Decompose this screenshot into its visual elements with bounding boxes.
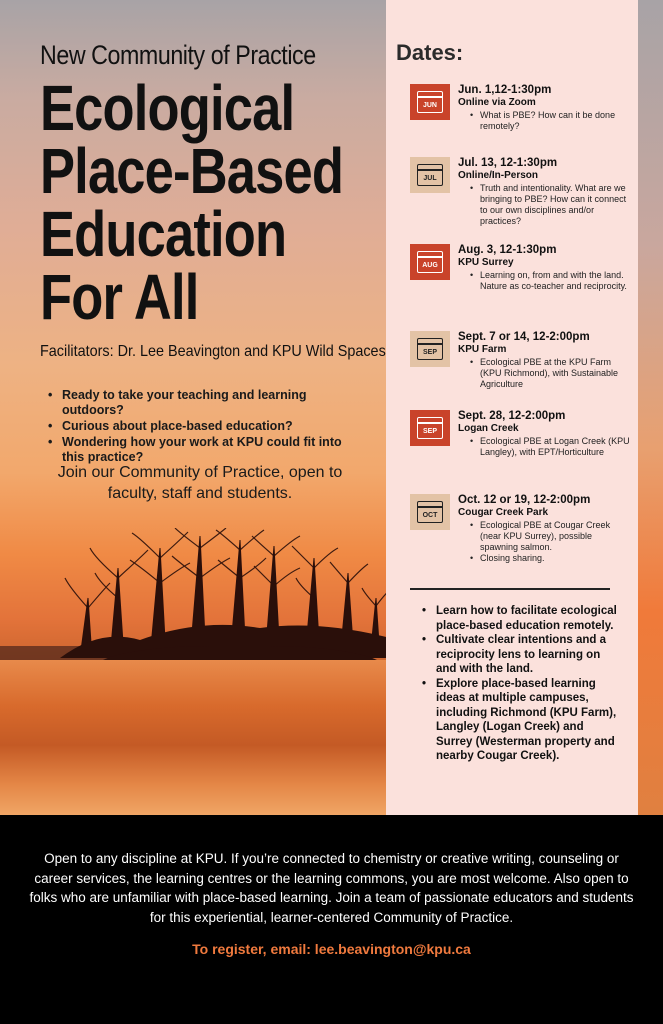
list-item: • Curious about place-based education? [48,419,358,434]
list-item: • Wondering how your work at KPU could fit into this practice? [48,435,358,465]
event-note: • Closing sharing. [470,553,630,564]
event-note: • Learning on, from and with the land. Nature as co-teacher and reciprocity. [470,270,630,292]
title-line: Education [40,198,287,270]
calendar-icon [410,84,450,120]
event-item [410,84,630,132]
event-note: • What is PBE? How can it be done remotely? [470,110,630,132]
list-item: • Cultivate clear intentions and a reciprocity lens to learning on and with the land. [420,633,620,677]
event-item [410,244,630,292]
footer [0,815,663,1024]
event-date: Sept. 28, 12-2:00pm [458,410,566,422]
register-email-link[interactable]: To register, email: lee.beavington@kpu.ca [192,941,471,957]
event-date: Sept. 7 or 14, 12-2:00pm [458,331,590,343]
calendar-month: SEP [422,349,437,356]
calendar-month: OCT [422,512,438,519]
event-note: • Ecological PBE at Cougar Creek (near KPU Surrey), possible spawning salmon. [470,520,630,553]
event-note: • Truth and intentionality. What are we bringing to PBE? How can it connect to our own disciplines and/or practices? [470,183,630,227]
event-location: KPU Farm [458,344,507,355]
event-item [410,157,630,227]
join-text: Join our Community of Practice, open to faculty, staff and students. [57,464,343,502]
kicker-text: New Community of Practice [40,40,316,70]
header [40,40,380,333]
event-location: Online via Zoom [458,97,536,108]
calendar-month: AUG [422,262,438,269]
background-edge [638,0,663,815]
event-item [410,331,630,390]
calendar-icon [410,331,450,367]
title-line: For All [40,261,199,333]
calendar-month: JUL [423,175,437,182]
calendar-icon [410,244,450,280]
event-location: Online/In-Person [458,170,539,181]
event-date: Jun. 1,12-1:30pm [458,84,552,96]
calendar-icon [410,410,450,446]
dates-heading: Dates: [396,40,464,65]
footer-text: Open to any discipline at KPU. If you’re connected to chemistry or creative writing, counseling or career services, the learning centres or the learning commons, you are most welcome. Also open to folks who are unfamiliar with place-based learning. Join a team of passionate educators and students for this experiential, learner-centered Community of Practice. [29,851,634,925]
event-date: Aug. 3, 12-1:30pm [458,244,557,256]
tree-silhouette-image [60,528,390,658]
event-location: KPU Surrey [458,257,514,268]
event-note: • Ecological PBE at the KPU Farm (KPU Richmond), with Sustainable Agriculture [470,357,630,390]
list-item: • Explore place-based learning ideas at multiple campuses, including Richmond (KPU Farm), Langley (Logan Creek) and Surrey (Westerman property and nearby Cougar Creek). [420,677,620,764]
calendar-icon [410,157,450,193]
calendar-month: SEP [422,428,437,435]
goals-list [420,604,620,764]
calendar-icon [410,494,450,530]
facilitators-text: Facilitators: Dr. Lee Beavington and KPU Wild Spaces [40,343,386,360]
title-line: Ecological [40,72,295,144]
list-item: • Ready to take your teaching and learning outdoors? [48,388,358,418]
intro-bullet-list [48,388,358,466]
page-title [40,72,344,333]
calendar-month: JUN [422,102,437,109]
event-location: Logan Creek [458,423,519,434]
event-date: Jul. 13, 12-1:30pm [458,157,558,169]
title-line: Place-Based [40,135,344,207]
event-note: • Ecological PBE at Logan Creek (KPU Langley), with EPT/Horticulture [470,436,630,458]
event-item [410,494,630,564]
divider [410,588,610,590]
event-location: Cougar Creek Park [458,507,549,518]
event-date: Oct. 12 or 19, 12-2:00pm [458,494,591,506]
list-item: • Learn how to facilitate ecological place-based education remotely. [420,604,620,633]
event-item [410,410,630,458]
